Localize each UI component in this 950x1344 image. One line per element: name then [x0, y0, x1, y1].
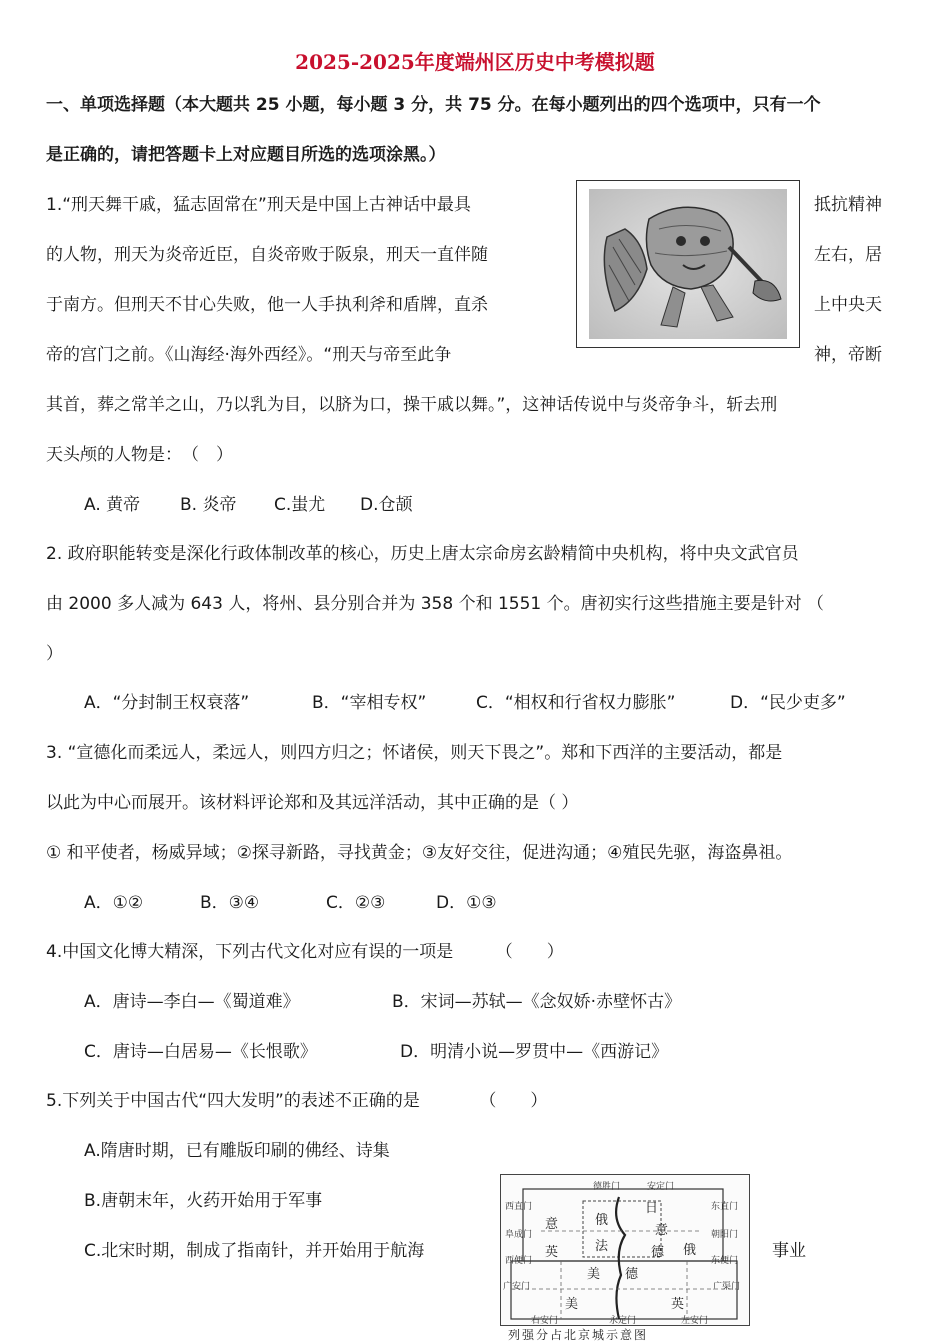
q4-option-b: B．宋词—苏轼—《念奴娇·赤壁怀古》: [392, 992, 682, 1012]
xingtian-figure-icon: [589, 189, 787, 339]
q3-option-d: D．①③: [436, 893, 497, 913]
q3-option-c: C．②③: [326, 893, 386, 913]
q3-line-3: ① 和平使者，杨威异域；②探寻新路，寻找黄金；③友好交往，促进沟通；④殖民先驱，海盗鼻祖。: [46, 843, 793, 863]
map-gate-label: 德胜门: [593, 1182, 621, 1192]
q4-option-a: A．唐诗—李白—《蜀道难》: [84, 992, 300, 1012]
map-gate-label: 广安门: [503, 1282, 531, 1292]
map-region-label: 日: [645, 1201, 659, 1216]
map-region-label: 法: [595, 1239, 609, 1254]
q2-option-a: A．“分封制王权衰落”: [84, 693, 250, 713]
q1-line-6: 天头颅的人物是： （ ）: [46, 445, 233, 465]
map-gate-label: 东便门: [711, 1256, 739, 1266]
section-heading-line2: 是正确的，请把答题卡上对应题目所选的选项涂黑。）: [46, 145, 446, 165]
q1-line-2: 的人物，刑天为炎帝近臣，自炎帝败于阪泉，刑天一直伴随: [46, 245, 488, 265]
page-title: 2025-2025年度端州区历史中考模拟题: [295, 50, 655, 74]
beijing-occupation-map: [500, 1174, 750, 1326]
q2-option-b: B．“宰相专权”: [312, 693, 427, 713]
map-region-label: 俄: [595, 1213, 609, 1228]
map-gate-label: 阜成门: [505, 1230, 533, 1240]
q5-option-a: A.隋唐时期，已有雕版印刷的佛经、诗集: [84, 1141, 390, 1161]
q2-line-1: 2. 政府职能转变是深化行政体制改革的核心，历史上唐太宗命房玄龄精简中央机构，将中央文武官员: [46, 544, 799, 564]
map-region-label: 美: [587, 1267, 601, 1282]
q1-line-4: 帝的宫门之前。《山海经·海外西经》。“刑天与帝至此争: [46, 345, 452, 365]
map-region-label: 德: [625, 1267, 639, 1282]
q3-option-b: B．③④: [200, 893, 260, 913]
q3-line-2: 以此为中心而展开。该材料评论郑和及其远洋活动，其中正确的是（ ）: [46, 793, 579, 813]
map-region-label: 美: [565, 1297, 579, 1312]
map-gate-label: 西直门: [505, 1202, 533, 1212]
q4-option-c: C．唐诗—白居易—《长恨歌》: [84, 1042, 317, 1062]
map-gate-label: 朝阳门: [711, 1230, 739, 1240]
map-gate-label: 左安门: [681, 1316, 709, 1326]
q2-line-2: 由 2000 多人减为 643 人，将州、县分别合并为 358 个和 1551 个。唐初实行这些措施主要是针对 （: [46, 594, 825, 614]
q1-option-c: C.蚩尤: [274, 495, 326, 515]
q1-line-2-right: 左右，居: [814, 245, 882, 265]
map-lines-icon: [501, 1175, 748, 1324]
map-region-label: 俄: [683, 1243, 697, 1258]
map-gate-label: 安定门: [647, 1182, 675, 1192]
q2-option-d: D．“民少吏多”: [730, 693, 846, 713]
q1-line-3: 于南方。但刑天不甘心失败，他一人手执利斧和盾牌，直杀: [46, 295, 488, 315]
map-gate-label: 右安门: [531, 1316, 559, 1326]
map-region-label: 意: [655, 1223, 669, 1238]
q3-option-a: A．①②: [84, 893, 144, 913]
map-gate-label: 永定门: [609, 1316, 637, 1326]
map-region-label: 德: [651, 1245, 665, 1260]
map-region-label: 英: [545, 1245, 559, 1260]
q5-option-c: C.北宋时期，制成了指南针，并开始用于航海: [84, 1241, 425, 1261]
q2-line-3: ）: [46, 644, 63, 664]
map-region-label: 英: [671, 1297, 685, 1312]
q5-option-b: B.唐朝末年，火药开始用于军事: [84, 1191, 323, 1211]
q3-line-1: 3. “宣德化而柔远人，柔远人，则四方归之；怀诸侯，则天下畏之”。郑和下西洋的主要活动，都是: [46, 743, 783, 763]
q4-line-1: 4.中国文化博大精深，下列古代文化对应有误的一项是 （ ）: [46, 942, 564, 962]
xingtian-illustration: [576, 180, 800, 348]
map-gate-label: 广渠门: [713, 1282, 741, 1292]
q4-option-d: D．明清小说—罗贯中—《西游记》: [400, 1042, 669, 1062]
q5-trailing-text: 事业: [772, 1241, 806, 1261]
q1-line-4-right: 神，帝断: [814, 345, 882, 365]
q1-line-5: 其首，葬之常羊之山，乃以乳为目，以脐为口，操干戚以舞。”，这神话传说中与炎帝争斗，斩去刑: [46, 395, 778, 415]
map-region-label: 意: [545, 1217, 559, 1232]
q1-option-b: B. 炎帝: [180, 495, 237, 515]
map-gate-label: 东直门: [711, 1202, 739, 1212]
q5-line-1: 5.下列关于中国古代“四大发明”的表述不正确的是 （ ）: [46, 1091, 548, 1111]
q1-option-a: A. 黄帝: [84, 495, 141, 515]
map-caption: 列强分占北京城示意图: [508, 1328, 649, 1342]
q1-option-d: D.仓颉: [360, 495, 413, 515]
map-gate-label: 西便门: [505, 1256, 533, 1266]
q1-line-1: 1.“刑天舞干戚，猛志固常在”刑天是中国上古神话中最具: [46, 195, 471, 215]
q1-line-3-right: 上中央天: [814, 295, 882, 315]
q2-option-c: C．“相权和行省权力膨胀”: [476, 693, 676, 713]
q1-line-1-right: 抵抗精神: [814, 195, 882, 215]
section-heading-line1: 一、单项选择题（本大题共 25 小题，每小题 3 分，共 75 分。在每小题列出的四个选项中，只有一个: [46, 95, 821, 115]
